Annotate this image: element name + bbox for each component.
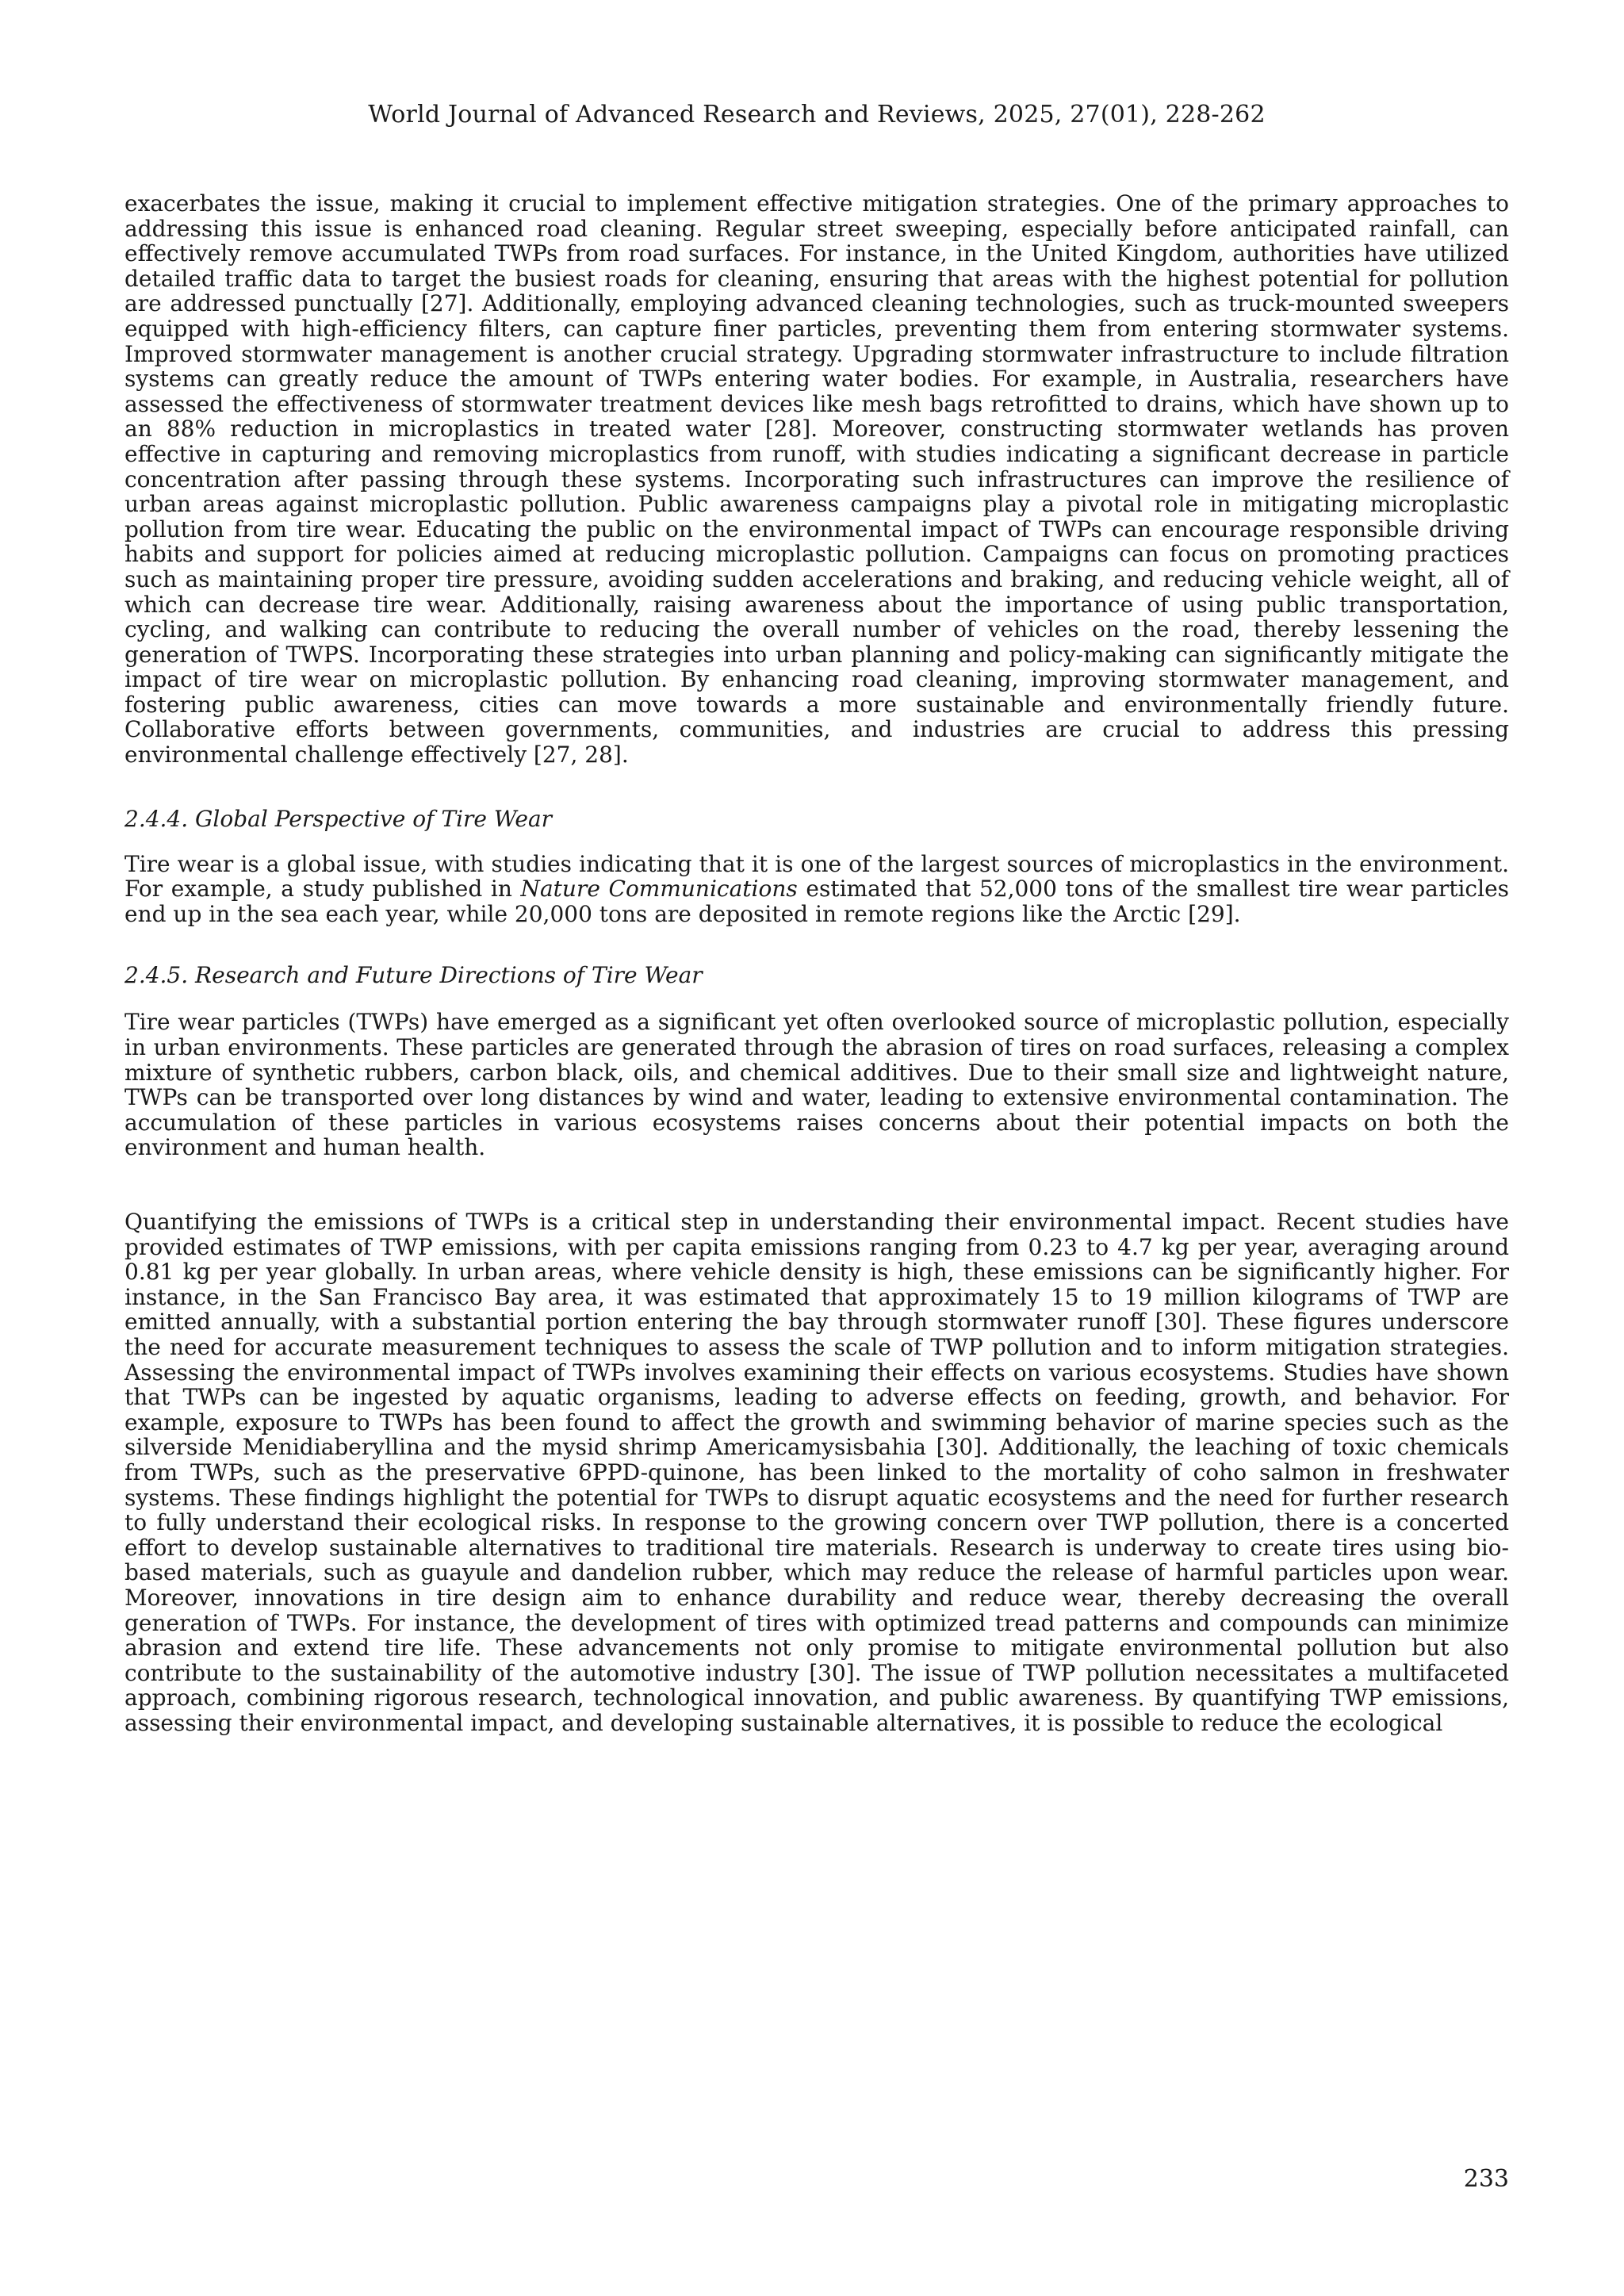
page-number: 233 [1463,2165,1509,2193]
running-header: World Journal of Advanced Research and Reviews, 2025, 27(01), 228-262 [368,101,1266,128]
paragraph-text-part: estimated that 52,000 tons of the smallest tire wear particles end up in the sea each year, while 20,000 tons are deposited in remote regions like the Arctic [29]. [124,876,1510,927]
section-heading-global-perspective: 2.4.4. Global Perspective of Tire Wear [124,805,553,832]
document-page [124,0,1509,2296]
section-heading-research-future-directions: 2.4.5. Research and Future Directions of Tire Wear [124,962,703,989]
paragraph-twp-emissions: Quantifying the emissions of TWPs is a critical step in understanding their environmental impact. Recent studies have provided estimates of TWP emissions, with per capita emissions ranging from 0.23 to 4.7 kg per year, averaging around 0.81 kg per year globally. In urban areas, where vehicle density is high, these emissions can be significantly higher. For instance, in the San Francisco Bay area, it was estimated that approximately 15 to 19 million kilograms of TWP are emitted annually, with a substantial portion entering the bay through stormwater runoff [30]. These figures underscore the need for accurate measurement techniques to assess the scale of TWP pollution and to inform mitigation strategies. Assessing the environmental impact of TWPs involves examining their effects on various ecosystems. Studies have shown that TWPs can be ingested by aquatic organisms, leading to adverse effects on feeding, growth, and behavior. For example, exposure to TWPs has been found to affect the growth and swimming behavior of marine species such as the silverside Menidiaberyllina and the mysid shrimp Americamysisbahia [30]. Additionally, the leaching of toxic chemicals from TWPs, such as the preservative 6PPD-quinone, has been linked to the mortality of coho salmon in freshwater systems. These findings highlight the potential for TWPs to disrupt aquatic ecosystems and the need for further research to fully understand their ecological risks. In response to the growing concern over TWP pollution, there is a concerted effort to develop sustainable alternatives to traditional tire materials. Research is underway to create tires using bio-based materials, such as guayule and dandelion rubber, which may reduce the release of harmful particles upon wear. Moreover, innovations in tire design aim to enhance durability and reduce wear, thereby decreasing the overall generation of TWPs. For instance, the development of tires with optimized tread patterns and compounds can minimize abrasion and extend tire life. These advancements not only promise to mitigate environmental pollution but also contribute to the sustainability of the automotive industry [30]. The issue of TWP pollution necessitates a multifaceted approach, combining rigorous research, technological innovation, and public awareness. By quantifying TWP emissions, assessing their environmental impact, and developing sustainable alternatives, it is possible to reduce the ecological [124,1209,1509,1736]
paragraph-mitigation-strategies: exacerbates the issue, making it crucial to implement effective mitigation strategies. One of the primary approaches to addressing this issue is enhanced road cleaning. Regular street sweeping, especially before anticipated rainfall, can effectively remove accumulated TWPs from road surfaces. For instance, in the United Kingdom, authorities have utilized detailed traffic data to target the busiest roads for cleaning, ensuring that areas with the highest potential for pollution are addressed punctually [27]. Additionally, employing advanced cleaning technologies, such as truck-mounted sweepers equipped with high-efficiency filters, can capture finer particles, preventing them from entering stormwater systems. Improved stormwater management is another crucial strategy. Upgrading stormwater infrastructure to include filtration systems can greatly reduce the amount of TWPs entering water bodies. For example, in Australia, researchers have assessed the effectiveness of stormwater treatment devices like mesh bags retrofitted to drains, which have shown up to an 88% reduction in microplastics in treated water [28]. Moreover, constructing stormwater wetlands has proven effective in capturing and removing microplastics from runoff, with studies indicating a significant decrease in particle concentration after passing through these systems. Incorporating such infrastructures can improve the resilience of urban areas against microplastic pollution. Public awareness campaigns play a pivotal role in mitigating microplastic pollution from tire wear. Educating the public on the environmental impact of TWPs can encourage responsible driving habits and support for policies aimed at reducing microplastic pollution. Campaigns can focus on promoting practices such as maintaining proper tire pressure, avoiding sudden accelerations and braking, and reducing vehicle weight, all of which can decrease tire wear. Additionally, raising awareness about the importance of using public transportation, cycling, and walking can contribute to reducing the overall number of vehicles on the road, thereby lessening the generation of TWPS. Incorporating these strategies into urban planning and policy-making can significantly mitigate the impact of tire wear on microplastic pollution. By enhancing road cleaning, improving stormwater management, and fostering public awareness, cities can move towards a more sustainable and environmentally friendly future. Collaborative efforts between governments, communities, and industries are crucial to address this pressing environmental challenge effectively [27, 28]. [124,190,1509,769]
paragraph-text-part: Tire wear is a global issue, with studies indicating that it is one of the largest sources of microplastics in the environment. For example, a study published in [124,850,1509,903]
paragraph-global-perspective [124,852,1509,927]
page-content [124,191,1509,1735]
paragraph-twp-overview: Tire wear particles (TWPs) have emerged as a significant yet often overlooked source of microplastic pollution, especially in urban environments. These particles are generated through the abrasion of tires on road surfaces, releasing a complex mixture of synthetic rubbers, carbon black, oils, and chemical additives. Due to their small size and lightweight nature, TWPs can be transported over long distances by wind and water, leading to extensive environmental contamination. The accumulation of these particles in various ecosystems raises concerns about their potential impacts on both the environment and human health. [124,1009,1509,1161]
journal-name: Nature Communications [520,876,798,903]
